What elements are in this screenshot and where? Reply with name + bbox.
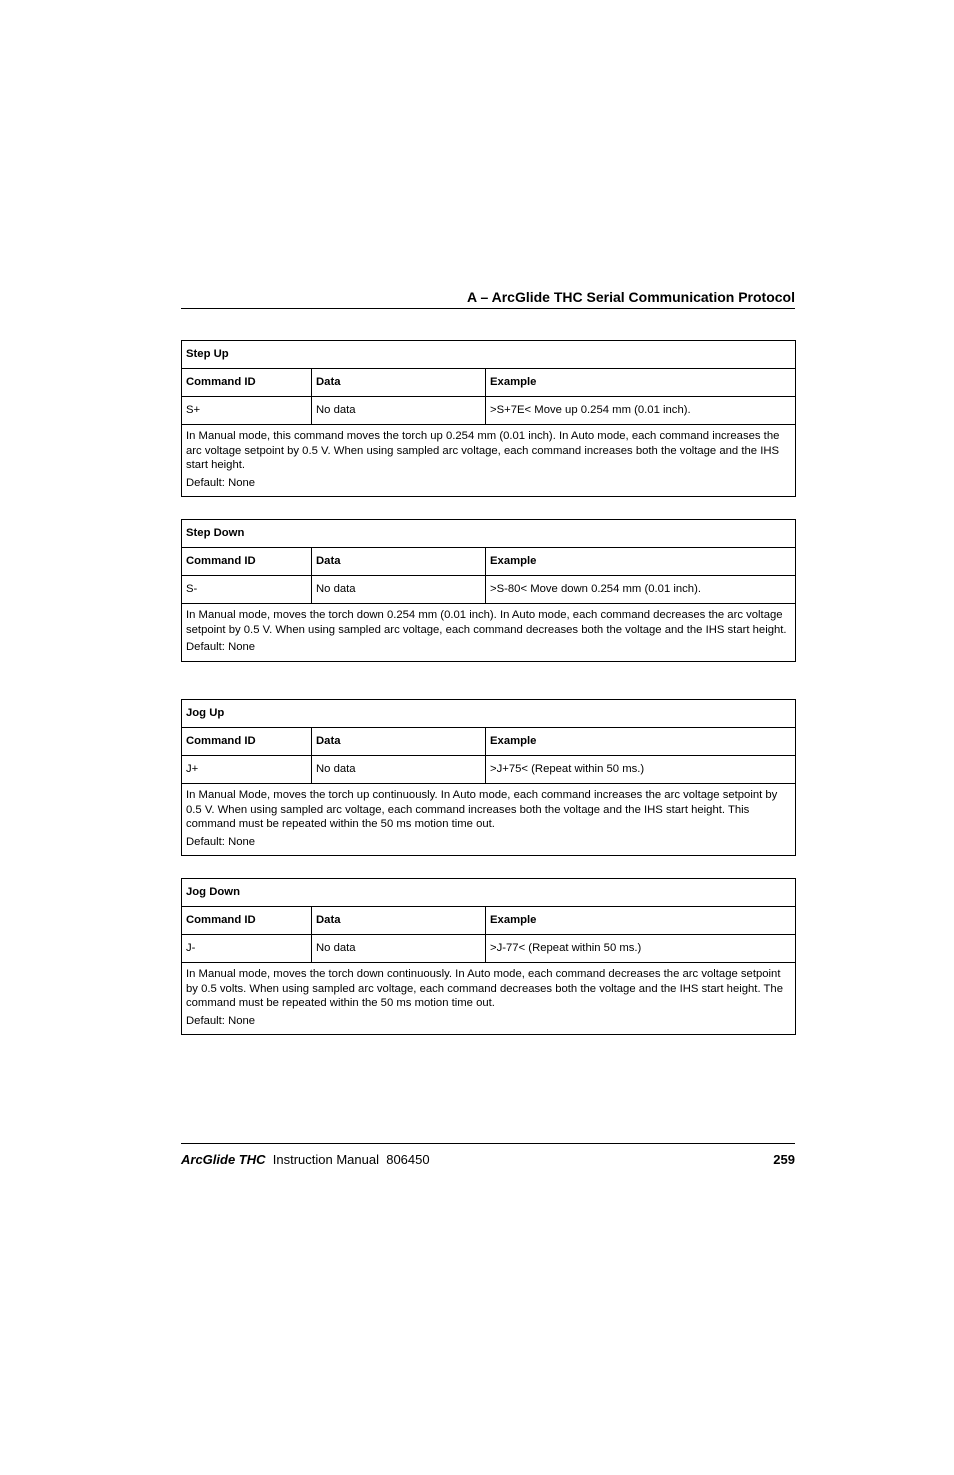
command-id-cell: S- bbox=[182, 576, 312, 604]
table-title: Jog Down bbox=[182, 879, 796, 907]
description-text: In Manual Mode, moves the torch up continuously. In Auto mode, each command increases the arc voltage setpoint by 0.5 V. When using sampled arc voltage, each command increases both the voltage and the IHS start height. This command must be repeated within the 50 ms motion time out. bbox=[186, 789, 778, 830]
header-divider bbox=[181, 308, 795, 309]
footer-part-number: 806450 bbox=[386, 1152, 430, 1167]
column-header-command-id: Command ID bbox=[182, 548, 312, 576]
example-cell: >S-80< Move down 0.254 mm (0.01 inch). bbox=[486, 576, 796, 604]
column-header-data: Data bbox=[312, 548, 486, 576]
data-cell: No data bbox=[312, 397, 486, 425]
column-header-example: Example bbox=[486, 548, 796, 576]
footer-manual-label: Instruction Manual bbox=[272, 1152, 379, 1167]
description-text: In Manual mode, moves the torch down continuously. In Auto mode, each command decreases the arc voltage setpoint by 0.5 volts. When using sampled arc voltage, each command decreases both the voltage and the IHS start height. The command must be repeated within the 50 ms motion time out. bbox=[186, 968, 783, 1009]
column-header-command-id: Command ID bbox=[182, 728, 312, 756]
command-id-cell: J+ bbox=[182, 756, 312, 784]
command-table-step-up bbox=[181, 340, 796, 497]
description-cell bbox=[182, 963, 796, 1035]
command-id-cell: S+ bbox=[182, 397, 312, 425]
page-header-title: A – ArcGlide THC Serial Communication Protocol bbox=[466, 289, 795, 305]
footer-divider bbox=[181, 1143, 795, 1144]
column-header-data: Data bbox=[312, 369, 486, 397]
column-header-command-id: Command ID bbox=[182, 907, 312, 935]
description-text: In Manual mode, this command moves the torch up 0.254 mm (0.01 inch). In Auto mode, each command increases the arc voltage setpoint by 0.5 V. When using sampled arc voltage, each command increases both the voltage and the IHS start height. bbox=[186, 430, 780, 471]
table-title: Step Down bbox=[182, 520, 796, 548]
column-header-example: Example bbox=[486, 728, 796, 756]
table-title: Jog Up bbox=[182, 700, 796, 728]
command-table-step-down bbox=[181, 519, 796, 662]
footer-manual-info bbox=[181, 1152, 430, 1168]
description-cell bbox=[182, 784, 796, 856]
column-header-example: Example bbox=[486, 369, 796, 397]
column-header-example: Example bbox=[486, 907, 796, 935]
default-text: Default: None bbox=[186, 641, 256, 653]
footer-brand: ArcGlide THC bbox=[181, 1152, 266, 1167]
column-header-command-id: Command ID bbox=[182, 369, 312, 397]
column-header-data: Data bbox=[312, 728, 486, 756]
description-cell bbox=[182, 425, 796, 497]
data-cell: No data bbox=[312, 576, 486, 604]
command-table-jog-up bbox=[181, 699, 796, 856]
data-cell: No data bbox=[312, 756, 486, 784]
description-cell bbox=[182, 604, 796, 662]
data-cell: No data bbox=[312, 935, 486, 963]
default-text: Default: None bbox=[186, 1014, 256, 1027]
page-number: 259 bbox=[773, 1152, 795, 1167]
table-title: Step Up bbox=[182, 341, 796, 369]
example-cell: >J-77< (Repeat within 50 ms.) bbox=[486, 935, 796, 963]
default-text: Default: None bbox=[186, 835, 256, 848]
description-text: In Manual mode, moves the torch down 0.254 mm (0.01 inch). In Auto mode, each command decreases the arc voltage setpoint by 0.5 V. When using sampled arc voltage, each command decreases both the voltage and the IHS start height. bbox=[186, 609, 787, 636]
command-id-cell: J- bbox=[182, 935, 312, 963]
column-header-data: Data bbox=[312, 907, 486, 935]
default-text: Default: None bbox=[186, 476, 256, 489]
example-cell: >S+7E< Move up 0.254 mm (0.01 inch). bbox=[486, 397, 796, 425]
example-cell: >J+75< (Repeat within 50 ms.) bbox=[486, 756, 796, 784]
command-table-jog-down bbox=[181, 878, 796, 1035]
